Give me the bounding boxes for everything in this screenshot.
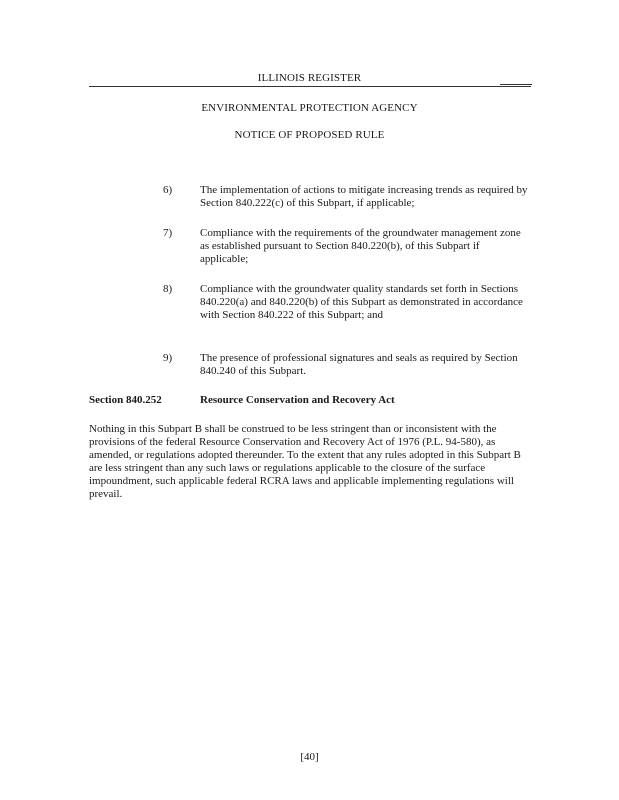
item-6-text: The implementation of actions to mitigate increasing trends as required by Section 840.222(c) of this Subpart, if applicable; <box>200 184 528 209</box>
item-7-number: 7) <box>163 227 173 239</box>
item-9-number: 9) <box>163 352 173 364</box>
section-number: Section 840.252 <box>89 394 162 406</box>
register-title: ILLINOIS REGISTER <box>257 72 362 84</box>
header-rule <box>89 86 531 87</box>
item-7-text: Compliance with the requirements of the groundwater management zone as established pursuant to Section 840.220(b), of this Subpart if applicable; <box>200 227 521 265</box>
item-8-number: 8) <box>163 283 173 295</box>
header-short-rule <box>500 84 532 85</box>
section-title: Resource Conservation and Recovery Act <box>200 394 395 406</box>
page-number: [40] <box>300 751 319 763</box>
agency-title: ENVIRONMENTAL PROTECTION AGENCY <box>201 102 418 114</box>
item-8-text: Compliance with the groundwater quality standards set forth in Sections 840.220(a) and 840.220(b) of this Subpart as demonstrated in accordance with Section 840.222 of this Subpart; and <box>200 283 523 321</box>
section-paragraph: Nothing in this Subpart B shall be construed to be less stringent than or inconsistent with the provisions of the federal Resource Conservation and Recovery Act of 1976 (P.L. 94-580), as amended, or regulations adopted thereunder. To the extent that any rules adopted in this Subpart B are less stringent than any such laws or regulations applicable to the closure of the surface impoundment, such applicable federal RCRA laws and applicable implementing regulations will prevail. <box>89 423 521 500</box>
item-6-number: 6) <box>163 184 173 196</box>
notice-title: NOTICE OF PROPOSED RULE <box>234 129 385 141</box>
item-9-text: The presence of professional signatures and seals as required by Section 840.240 of this Subpart. <box>200 352 518 377</box>
